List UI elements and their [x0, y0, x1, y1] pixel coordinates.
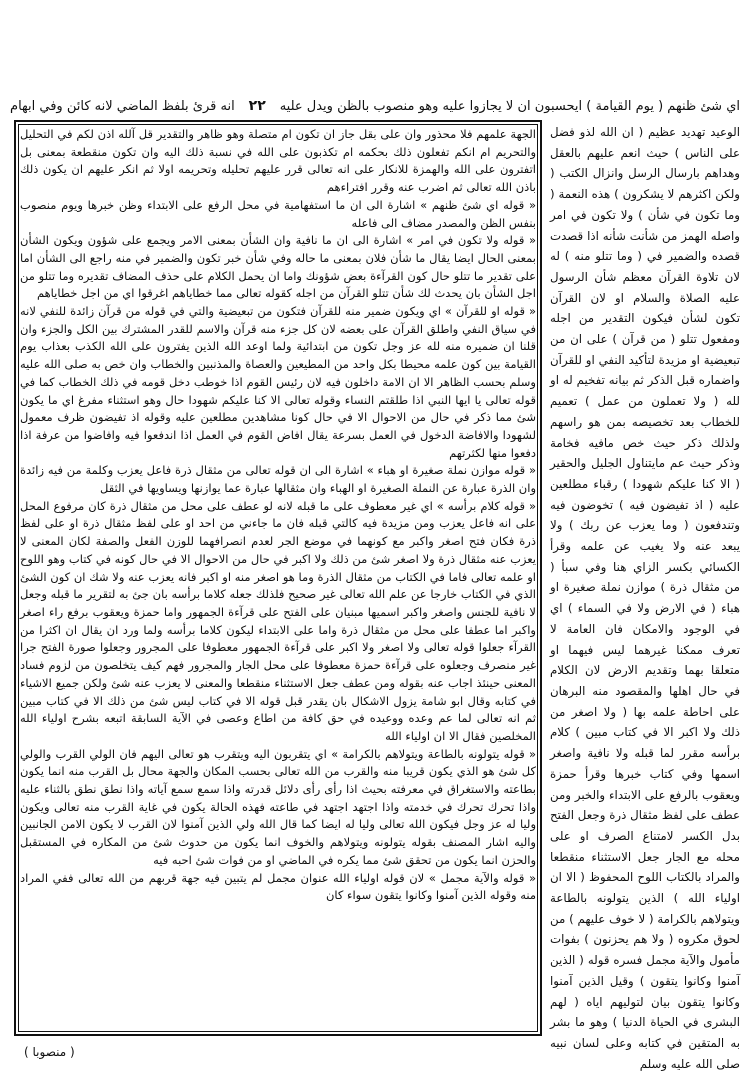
- commentary-paragraph: الجهة علمهم فلا محذور وان على بقل جاز ان تكون ام متصلة وهو ظاهر والتقدير قل آلله اذن لكم في التحليل والتحريم ام انكم تفعلون ذلك بحكمه ام تكذبون على الله في نسبة ذلك اليه وان تكون منقطعة بمعنى بل اتفترون على الله والهمزة للانكار على انه تعالى قرر عليهم تحليله وتحريمه اولا ثم انكر عليهم ان يكون ذلك باذن الله تعالى ثم اضرب عنه وقرر افتراءهم: [20, 127, 536, 195]
- margin-text-column: [550, 122, 740, 1071]
- commentary-paragraph: « قوله كلام برأسه » اي غير معطوف على ما قبله لانه لو عطف على محل من مثقال ذرة كان مرفوع المحل على انه فاعل يعزب ومن مزيدة فيه كالتي قبله فان ما جاءني من احد او على لفظ مثقال ذرة او على لفظ ذرة فكان فتح اصغر واكبر مع كونهما في موضع الجر لعدم انصرافهما للوزن الفعل والصفة لكان المعنى لا يعزب عنه مثقال ذرة ولا اصغر شئ من ذلك ولا اكبر في حال من الاحوال الا في حال كونه في كتاب وهو اللوح او علمه تعالى فاما في الكتاب من مثقال الذرة وما هو اصغر منه او اكبر فانه يعزب عنه ولا شك ان كون الشئ الذي في الكتاب خارجا عن علم الله تعالى غير صحيح فلذلك جعله كلاما برأسه بان جئ به لتقرير ما قبله وجعل لا نافية للجنس واصغر واكبر اسميها مبنيان على الفتح على قرآءة الجمهور واما حمزة ويعقوب برفع راء اصغر واكبر اما عطفا على محل من مثقال ذرة واما على الابتداء ليكون كلاما برأسه ولما ورد ان يقال ان اكثرا من القرآء جعلوا قوله تعالى ولا اصغر ولا اكبر على قرآءة الجمهور معطوفا على المجرور وجعلوا صورة الفتح جرا غير منصرف وجعلوه على قرآءة حمزة معطوفا على محل الجار والمجرور فهم كيف يتخلصون من لزوم فساد المعنى حينئذ اجاب عنه بقوله ومن عطف جعل الاستثناء منقطعا والمعنى لا يعزب عنه شئ ولكن جميع الاشياء في كتابه وقال ابو شامة يزول الاشكال بان يقدر قبل قوله الا في كتاب ليس شئ من ذلك الا في كتاب مبين ثم انه تعالى لما عم وعده ووعيده في حق كافة من اطاع وعصى في الآية السابقة اتبعه بشرح اولياء الله المخلصين فقال الا ان اولياء الله: [20, 498, 536, 743]
- header-right-text: اي شئ ظنهم ( يوم القيامة ) ايحسبون ان لا يجازوا عليه وهو منصوب بالظن ويدل عليه: [279, 98, 740, 114]
- page-number: ٢٢: [248, 98, 266, 114]
- catchword: ( منصوبا ): [24, 1045, 75, 1059]
- commentary-text: [20, 126, 536, 1030]
- commentary-paragraph: « قوله يتولونه بالطاعة ويتولاهم بالكرامة » اي يتقربون اليه ويتقرب هو تعالى اليهم فان الولي القرب والولي كل شئ هو الذي يكون قريبا منه والقرب من الله تعالى بحسب المكان والجهة محال بل القرب منه انما يكون بطاعته والاستغراق في معرفته بحيث اذا رأى رأى دلائل قدرته واذا سمع سمع آياته واذا نطق نطق بالثناء عليه واذا تحرك تحرك في خدمته واذا اجتهد اجتهد في طاعته فهذه الحالة يكون في غاية القرب منه تعالى ويكون وليا له عز وجل فيكون الله تعالى وليا له ايضا كما قال الله ولي الذين آمنوا لان القرب لا يكون الامن الجانبين واليه اشار المصنف بقوله يتولونه ويتولاهم والخوف انما يكون من حدوث شئ من المكاره في المستقبل والحزن انما يكون من تحقق شئ مما يكره في الماضي او من فوات شئ احبه فيه: [20, 746, 536, 867]
- commentary-paragraph: « قوله والآية مجمل » لان قوله اولياء الله عنوان مجمل لم يتبين فيه جهة قربهم من الله تعالى ففي المراد منه وقوله الذين آمنوا وكانوا يتقون سواء كان: [20, 870, 536, 903]
- page-header: [10, 92, 740, 120]
- commentary-paragraph: « قوله ولا تكون في امر » اشارة الى ان ما نافية وان الشأن بمعنى الامر ويجمع على شؤون ويكون الشأن بمعنى الحال ايضا يقال ما شأن فلان بمعنى ما حاله وفي شأن خبر تكون والضمير في منه راجع الى الشأن اما على تقدير ما تتلو حال كون القرآءة بعض شؤونك واما ان يحمل الكلام على حذف المضاف تقديره وما تتلو من اجل الشأن بان يحدث لك شأن تتلو القرآن من اجله كقوله تعالى مما خطاياهم اغرقوا اي من اجل خطاياهم: [20, 233, 536, 301]
- commentary-paragraph: « قوله موازن نملة صغيرة او هباء » اشارة الى ان قوله تعالى من مثقال ذرة فاعل يعزب وكلمة من فيه زائدة وان الذرة عبارة عن النملة الصغيرة او الهباء وان مثقالها عبارة عما يوازنها ويساويها في الثقل: [20, 463, 536, 496]
- margin-paragraph: الوعيد تهديد عظيم ( ان الله لذو فضل على الناس ) حيث انعم عليهم بالعقل وهداهم بارسال الرسل وانزال الكتب ( ولكن اكثرهم لا يشكرون ) هذه النعمة ( وما تكون في شأن ) ولا تكون في امر واصله الهمز من شأنت شأنه اذا قصدت قصده والضمير في ( وما تتلو منه ) له لان تلاوة القرآن معظم شأن الرسول عليه الصلاة والسلام او لان القرآن تكون لشأن فيكون التقدير من اجله ومفعول تتلو ( من قرآن ) على ان من تبعيضية او مزيدة لتأكيد النفي او للقرآن واضماره قبل الذكر ثم بيانه تفخيم له او لله ( ولا تعملون من عمل ) تعميم للخطاب بعد تخصيصه بمن هو راسهم ولذلك ذكر حيث خص مافيه فخامة وذكر حيث عم مايتناول الجليل والحقير ( الا كنا عليكم شهودا ) رقباء مطلعين عليه ( اذ تفيضون فيه ) تخوضون فيه وتندفعون ( وما يعزب عن ربك ) ولا يبعد عنه ولا يغيب عن علمه وقرأ الكسائي بكسر الزاي هنا وفي سبأ ( من مثقال ذرة ) موازن نملة صغيرة او هباء ( في الارض ولا في السماء ) اي في الوجود والامكان فان العامة لا تعرف ممكنا غيرهما ليس فيهما او متعلقا بهما وتقديم الارض لان الكلام في حال اهلها والمقصود منه البرهان على احاطة علمه بها ( ولا اصغر من ذلك ولا اكبر الا في كتاب مبين ) كلام برأسه مقرر لما قبله ولا نافية واصغر اسمها وفي كتاب خبرها وقرأ حمزة ويعقوب بالرفع على الابتداء والخبر ومن عطف على لفظ مثقال ذرة وجعل الفتح بدل الكسر لامتناع الصرف او على محله مع الجار جعل الاستثناء منقطعا والمراد بالكتاب اللوح المحفوظ ( الا ان اولياء الله ) الذين يتولونه بالطاعة ويتولاهم بالكرامة ( لا خوف عليهم ) من لحوق مكروه ( ولا هم يحزنون ) بفوات مأمول والآية مجمل فسره قوله ( الذين آمنوا وكانوا يتقون ) وقيل الذين آمنوا وكانوا يتقون بيان لتوليهم اياه ( لهم البشرى في الحياة الدنيا ) وهو ما بشر به المتقين في كتابه وعلى لسان نبيه صلى الله عليه وسلم: [550, 125, 740, 1071]
- header-left-text: انه قرئ بلفظ الماضي لانه كائن وفي ابهام: [10, 98, 235, 114]
- commentary-paragraph: « قوله او للقرآن » اي ويكون ضمير منه للقرآن فتكون من تبعيضية والتي في قوله من قرآن زائدة للنفي لانه في سياق النفي واطلق القرآن على بعضه لان كل جزء منه قرآن والاسم للقدر المشترك بين الكل والجزء وان قلنا ان ضميره منه لله عز وجل تكون من ابتدائية ولما اوعد الله الذين يفترون على الله الكذب بعذاب يوم القيامة بين كون علمه محيطا بكل واحد من المطيعين والعصاة والمذنبين والخطاب وان خص به صلى الله عليه وسلم بحسب الظاهر الا ان الامة داخلون فيه لان رئيس القوم اذا خوطب دخل قومه في ذلك الخطاب كما في قوله تعالى يا ايها النبي اذا طلقتم النساء وقوله تعالى الا كنا عليكم شهودا حال وهو استثناء مفرغ اي ما يكون شئ مما ذكر في حال من الاحوال الا في حال كونا مشاهدين مطلعين عليه وقوله اذ تفيضون ظرف معمول لشهودا والافاضة الدخول في العمل بسرعة يقال افاض القوم في العمل اذا اندفعوا فيه وافاضوا من عرفة اذا دفعوا منها لكثرتهم: [20, 304, 536, 460]
- commentary-paragraph: « قوله اي شئ ظنهم » اشارة الى ان ما استفهامية في محل الرفع على الابتداء وظن خبرها ويوم منصوب بنفس الظن والمصدر مضاف الى فاعله: [20, 197, 536, 230]
